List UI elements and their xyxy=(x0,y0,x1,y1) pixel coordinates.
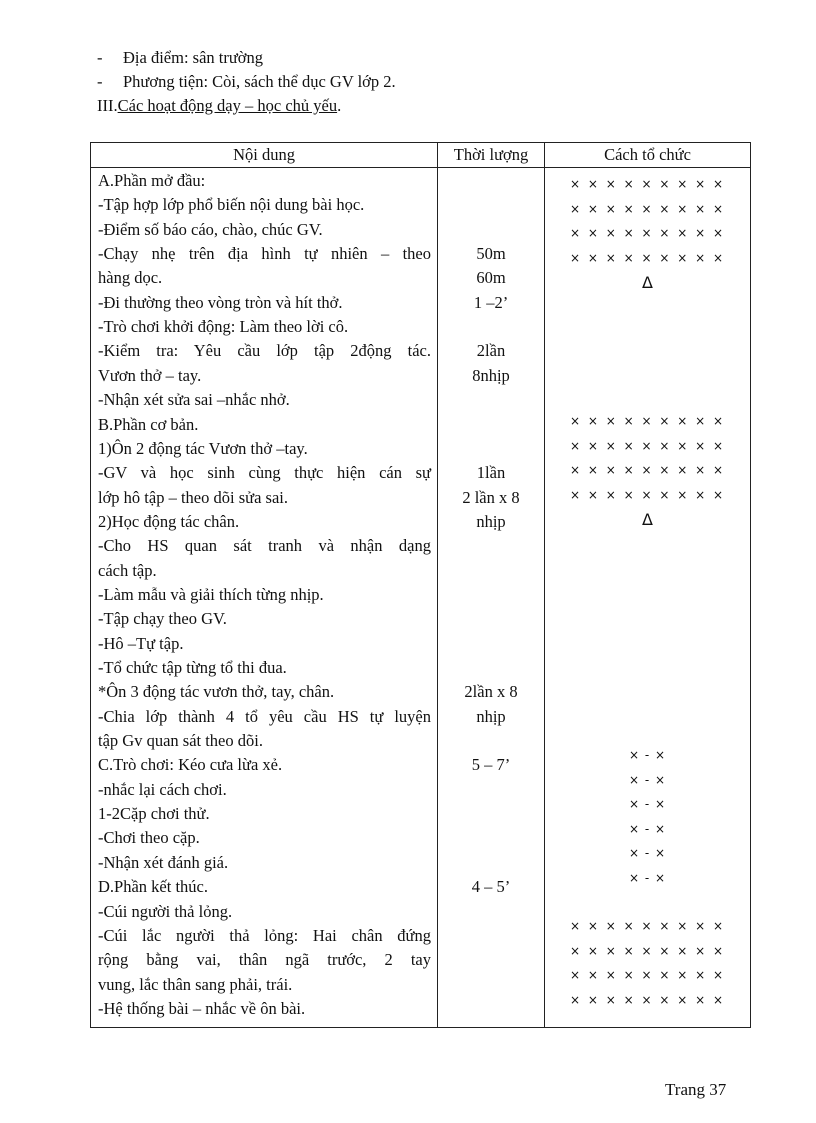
table-header-row xyxy=(91,143,751,168)
formation-b xyxy=(545,409,750,533)
content-line: -Hô –Tự tập. xyxy=(98,633,184,653)
section-heading xyxy=(97,94,396,118)
section-number: III. xyxy=(97,96,118,115)
intro-line-text: Địa điểm: sân trường xyxy=(123,48,264,67)
page-number: Trang 37 xyxy=(665,1080,727,1099)
header-organization: Cách tổ chức xyxy=(545,143,751,168)
content-cell xyxy=(91,168,438,1028)
content-line: -Cúi lắc người thả lỏng: Hai chân đứng xyxy=(98,925,431,945)
bullet: - xyxy=(97,48,103,67)
duration-cell xyxy=(438,168,545,1028)
content-line: B.Phần cơ bản. xyxy=(98,414,199,434)
content-line: *Ôn 3 động tác vươn thở, tay, chân. xyxy=(98,682,335,702)
student-row: × × × × × × × × × xyxy=(569,226,725,240)
content-line: -GV và học sinh cùng thực hiện cán sự xyxy=(98,463,431,483)
student-row: × × × × × × × × × xyxy=(569,919,725,933)
pair-row: × - × xyxy=(628,772,667,787)
content-line: 2)Học động tác chân. xyxy=(98,511,240,531)
duration-value: 60m xyxy=(476,268,506,288)
content-line: -Cho HS quan sát tranh và nhận dạng xyxy=(98,536,431,556)
duration-value: 5 – 7’ xyxy=(471,755,511,775)
duration-value: 1 –2’ xyxy=(473,292,509,312)
content-line: Vươn thở – tay. xyxy=(98,365,202,385)
table-body-row xyxy=(91,168,751,1028)
content-line: -Chia lớp thành 4 tổ yêu cầu HS tự luyện xyxy=(98,706,431,726)
intro-section xyxy=(97,46,396,118)
student-row: × × × × × × × × × xyxy=(569,250,725,265)
content-line: -Tổ chức tập từng tổ thi đua. xyxy=(98,658,287,677)
content-line: cách tập. xyxy=(98,560,157,580)
content-line: -Nhận xét đánh giá. xyxy=(98,852,229,872)
content-line: vung, lắc thân sang phải, trái. xyxy=(98,974,293,994)
pair-row: × - × xyxy=(628,846,667,860)
intro-line xyxy=(97,70,396,94)
lesson-table xyxy=(90,142,751,1028)
duration-value: 2lần x 8 xyxy=(464,682,518,702)
header-duration: Thời lượng xyxy=(438,143,545,168)
student-row: × × × × × × × × × xyxy=(569,463,725,477)
content-line: 1-2Cặp chơi thử. xyxy=(98,804,210,824)
pair-row: × - × xyxy=(628,797,667,811)
duration-value: nhịp xyxy=(476,511,506,531)
content-line: A.Phần mở đầu: xyxy=(98,171,206,190)
student-row: × × × × × × × × × xyxy=(569,438,725,453)
content-line: C.Trò chơi: Kéo cưa lừa xẻ. xyxy=(98,755,283,775)
content-line: tập Gv quan sát theo dõi. xyxy=(98,731,263,751)
intro-line-text: Phương tiện: Còi, sách thể dục GV lớp 2. xyxy=(123,72,396,91)
content-line: -Hệ thống bài – nhắc về ôn bài. xyxy=(98,998,306,1018)
organization-cell xyxy=(545,168,751,1028)
section-end: . xyxy=(337,96,342,115)
duration-value: 50m xyxy=(476,244,506,264)
content-line: -Cúi người thả lỏng. xyxy=(98,901,233,921)
content-line: lớp hô tập – theo dõi sửa sai. xyxy=(98,487,288,507)
student-row: × × × × × × × × × xyxy=(569,992,725,1007)
duration-value: 2 lần x 8 xyxy=(462,487,520,507)
content-line: -Tập hợp lớp phổ biến nội dung bài học. xyxy=(98,195,365,215)
content-line: -Nhận xét sửa sai –nhắc nhở. xyxy=(98,390,290,410)
content-line: -Đi thường theo vòng tròn và hít thở. xyxy=(98,292,343,312)
content-line: -Làm mẫu và giải thích từng nhịp. xyxy=(98,584,324,604)
pair-row: × - × xyxy=(628,870,667,885)
teacher-icon: Δ xyxy=(642,510,653,529)
duration-value: nhịp xyxy=(476,706,506,726)
duration-value: 4 – 5’ xyxy=(471,877,511,897)
content-line: -Điểm số báo cáo, chào, chúc GV. xyxy=(98,219,323,239)
content-line: -nhắc lại cách chơi. xyxy=(98,779,227,799)
content-line: -Trò chơi khởi động: Làm theo lời cô. xyxy=(98,317,349,337)
content-line: -Kiểm tra: Yêu cầu lớp tập 2động tác. xyxy=(98,341,431,361)
pairs-formation xyxy=(545,743,750,890)
pair-row: × - × xyxy=(628,821,667,836)
section-title: Các hoạt động dạy – học chủ yếu xyxy=(117,96,338,115)
teacher-icon: Δ xyxy=(642,273,653,292)
content-line: -Tập chạy theo GV. xyxy=(98,609,227,629)
duration-value: 8nhịp xyxy=(472,365,510,385)
content-line: hàng dọc. xyxy=(98,268,163,288)
student-row: × × × × × × × × × xyxy=(569,177,725,191)
formation-a xyxy=(545,172,750,296)
duration-value: 1lần xyxy=(476,463,506,483)
pair-row: × - × xyxy=(628,748,667,762)
formation-d xyxy=(545,914,750,1012)
student-row: × × × × × × × × × xyxy=(569,414,725,428)
intro-line xyxy=(97,46,396,70)
student-row: × × × × × × × × × xyxy=(569,943,725,958)
student-row: × × × × × × × × × xyxy=(569,968,725,982)
content-line: -Chơi theo cặp. xyxy=(98,828,200,848)
student-row: × × × × × × × × × xyxy=(569,201,725,216)
content-line: D.Phần kết thúc. xyxy=(98,877,208,897)
content-line: rộng bằng vai, thân ngã trước, 2 tay xyxy=(98,950,431,970)
bullet: - xyxy=(97,72,103,91)
header-content: Nội dung xyxy=(91,143,438,168)
content-line: 1)Ôn 2 động tác Vươn thở –tay. xyxy=(98,438,308,458)
content-line: -Chạy nhẹ trên địa hình tự nhiên – theo xyxy=(98,244,431,264)
duration-value: 2lần xyxy=(476,341,506,361)
student-row: × × × × × × × × × xyxy=(569,487,725,502)
